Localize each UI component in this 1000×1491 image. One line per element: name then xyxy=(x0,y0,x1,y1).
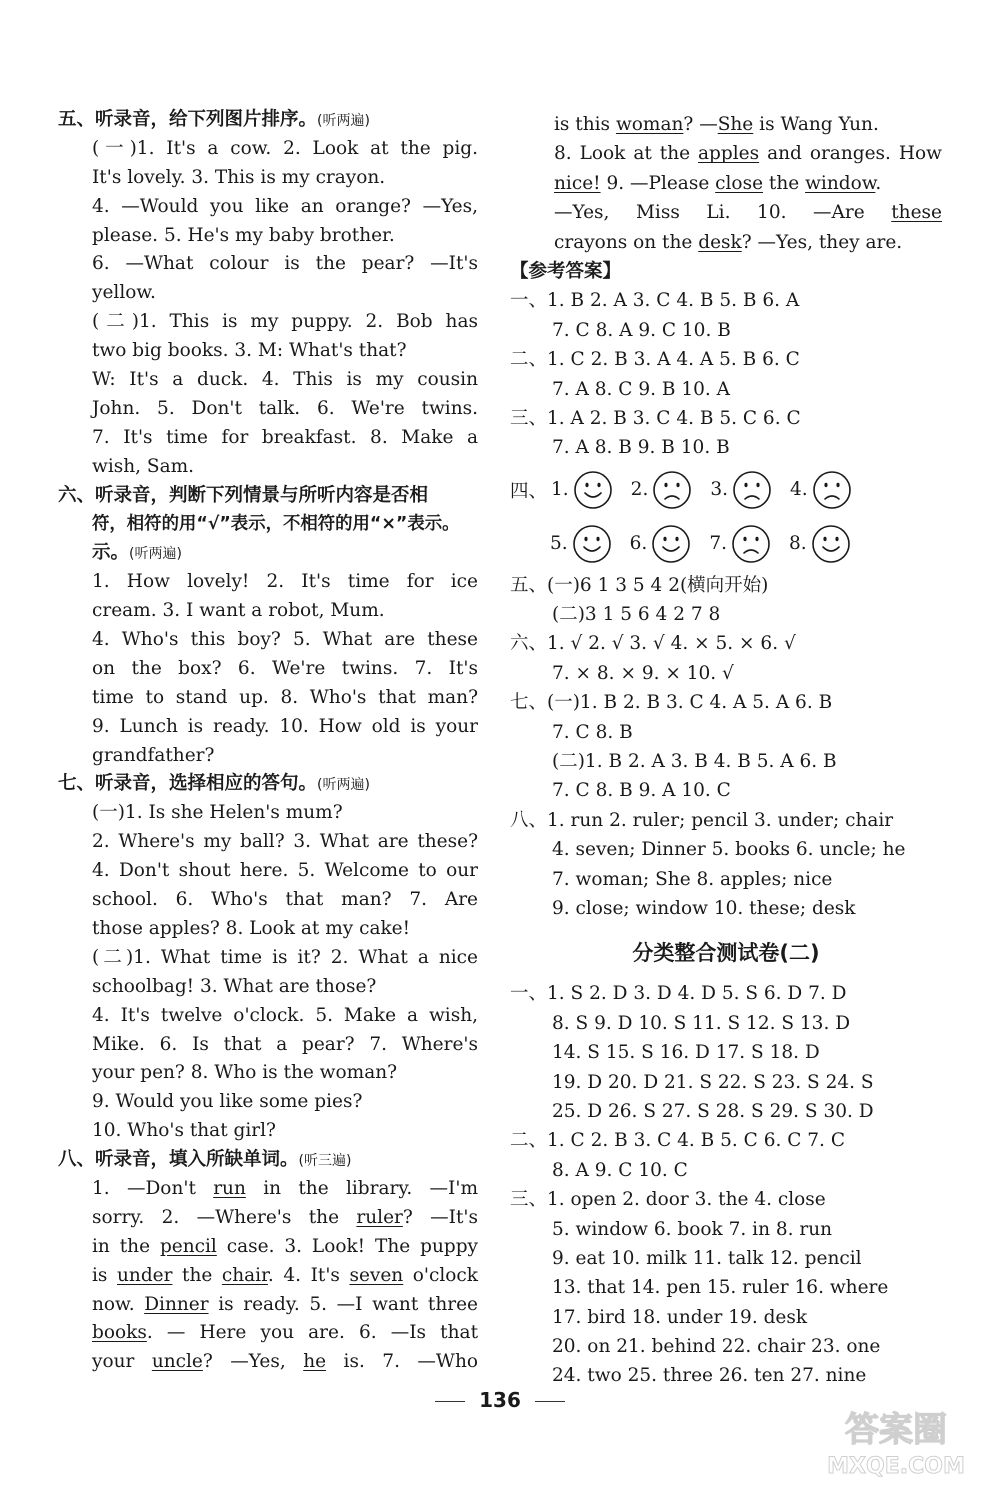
answer-line: 一、1. S 2. D 3. D 4. D 5. S 6. D 7. D xyxy=(510,983,847,1005)
face-answer-item xyxy=(789,524,863,564)
text-line: your pen? 8. Who is the woman? xyxy=(92,1062,398,1084)
answer-line: 14. S 15. S 16. D 17. S 18. D xyxy=(552,1042,820,1064)
answer-line: 17. bird 18. under 19. desk xyxy=(552,1306,808,1328)
text-line: (二)1. This is my puppy. 2. Bob has xyxy=(92,311,478,333)
answer-line: 五、(一)6 1 3 5 4 2(横向开始) xyxy=(510,574,769,596)
text-line: is this woman? —She is Wang Yun. xyxy=(554,114,879,135)
face-answer-number: 4. xyxy=(789,479,808,501)
answer-line: (二)3 1 5 6 4 2 7 8 xyxy=(552,604,721,626)
face-answer-item xyxy=(630,524,704,564)
left-column xyxy=(58,106,478,1377)
text-line: is under the chair. 4. It's seven o'clock xyxy=(92,1264,479,1286)
divider xyxy=(535,1401,565,1402)
text-line: (一)1. It's a cow. 2. Look at the pig. xyxy=(92,137,478,159)
text-line: John. 5. Don't talk. 6. We're twins. xyxy=(92,397,478,419)
answer-line: 7. C 8. B 9. A 10. C xyxy=(552,780,731,802)
blank-answer: ruler xyxy=(356,1206,403,1228)
text-line: sorry. 2. —Where's the ruler? —It's xyxy=(92,1206,478,1228)
text-line: 8. Look at the apples and oranges. How xyxy=(554,143,942,165)
answer-line: 一、1. B 2. A 3. C 4. B 5. B 6. A xyxy=(510,290,800,312)
text-line: —Yes, Miss Li. 10. —Are these xyxy=(554,202,942,224)
page-number: 136 xyxy=(0,1388,1000,1412)
face-answer-number: 5. xyxy=(550,533,568,555)
blank-answer: window xyxy=(805,172,876,194)
section-8-heading: 八、听录音，填入所缺单词。(听三遍) xyxy=(58,1149,352,1171)
text-line: school. 6. Who's that man? 7. Are xyxy=(92,889,478,911)
text-line: 4. Who's this boy? 5. What are these xyxy=(92,629,478,651)
section-6-heading: 六、听录音，判断下列情景与所听内容是否相 xyxy=(58,484,429,506)
blank-answer: nice! xyxy=(554,172,601,194)
text-line: 4. Don't shout here. 5. Welcome to our xyxy=(92,860,478,882)
divider xyxy=(435,1401,465,1402)
text-line: on the box? 6. We're twins. 7. It's xyxy=(92,657,478,679)
text-line: 10. Who's that girl? xyxy=(92,1120,276,1142)
watermark-url: MXQE.COM xyxy=(827,1454,965,1479)
text-line: your uncle? —Yes, he is. 7. —Who xyxy=(92,1351,478,1373)
answer-line: 8. S 9. D 10. S 11. S 12. S 13. D xyxy=(552,1012,851,1034)
face-answers-row-2 xyxy=(510,517,942,571)
answer-line: 7. woman; She 8. apples; nice xyxy=(552,868,833,890)
answer-label: 四、 xyxy=(510,480,548,502)
answer-line: 七、(一)1. B 2. B 3. C 4. A 5. A 6. B xyxy=(510,692,833,714)
text-line: time to stand up. 8. Who's that man? xyxy=(92,686,478,708)
blank-answer: She xyxy=(717,114,754,135)
section-5-heading: 五、听录音，给下列图片排序。(听两遍) xyxy=(58,109,370,130)
text-line: those apples? 8. Look at my cake! xyxy=(92,917,411,939)
blank-answer: Dinner xyxy=(144,1293,209,1315)
face-answer-number: 1. xyxy=(551,479,569,501)
face-answer-item xyxy=(790,470,864,510)
answer-line: 八、1. run 2. ruler; pencil 3. under; chair xyxy=(510,809,894,831)
sad-face-icon xyxy=(812,470,852,510)
text-line: yellow. xyxy=(92,282,156,304)
answer-line: 三、1. open 2. door 3. the 4. close xyxy=(510,1189,826,1211)
text-line: 4. —Would you like an orange? —Yes, xyxy=(92,195,478,217)
answer-line: 二、1. C 2. B 3. A 4. A 5. B 6. C xyxy=(510,349,800,371)
text-line: grandfather? xyxy=(92,744,215,766)
blank-answer: these xyxy=(891,202,942,224)
answer-line: 5. window 6. book 7. in 8. run xyxy=(552,1218,833,1240)
blank-answer: desk xyxy=(698,231,742,253)
text-line: in the pencil case. 3. Look! The puppy xyxy=(92,1235,479,1257)
text-line: 1. —Don't run in the library. —I'm xyxy=(92,1177,478,1199)
face-answer-number: 6. xyxy=(629,533,648,555)
face-answer-item xyxy=(551,470,625,510)
text-line: Mike. 6. Is that a pear? 7. Where's xyxy=(92,1033,478,1055)
answer-line: 4. seven; Dinner 5. books 6. uncle; he xyxy=(552,839,906,861)
section-7-heading: 七、听录音，选择相应的答句。(听两遍) xyxy=(58,773,370,795)
answer-line: (二)1. B 2. A 3. B 4. B 5. A 6. B xyxy=(552,751,837,773)
text-line: 9. Would you like some pies? xyxy=(92,1091,363,1113)
blank-answer: under xyxy=(116,1264,173,1286)
text-line: It's lovely. 3. This is my crayon. xyxy=(92,166,386,188)
answer-line: 7. C 8. B xyxy=(552,721,633,743)
face-answer-item xyxy=(550,524,624,564)
text-line: wish, Sam. xyxy=(92,455,195,477)
text-line: books. — Here you are. 6. —Is that xyxy=(92,1322,478,1344)
text-line: now. Dinner is ready. 5. —I want three xyxy=(92,1293,478,1315)
text-line: 7. It's time for breakfast. 8. Make a xyxy=(92,426,478,448)
right-column xyxy=(510,110,942,1391)
blank-answer: seven xyxy=(349,1264,404,1286)
section-title: 分类整合测试卷(二) xyxy=(632,941,820,966)
text-line: please. 5. He's my baby brother. xyxy=(92,224,395,246)
blank-answer: he xyxy=(303,1351,327,1373)
blank-answer: run xyxy=(213,1177,246,1199)
text-line: 4. It's twelve o'clock. 5. Make a wish, xyxy=(92,1004,478,1026)
face-answer-number: 8. xyxy=(788,533,807,555)
text-line: W: It's a duck. 4. This is my cousin xyxy=(92,369,478,391)
text-line: 9. Lunch is ready. 10. How old is your xyxy=(92,715,478,737)
text-line: nice! 9. —Please close the window. xyxy=(554,172,882,194)
answer-line: 三、1. A 2. B 3. C 4. B 5. C 6. C xyxy=(510,407,801,429)
answer-line: 8. A 9. C 10. C xyxy=(552,1159,688,1181)
text-line: (一)1. Is she Helen's mum? xyxy=(92,802,343,824)
watermark-text: 答案圈 xyxy=(845,1410,947,1450)
sad-face-icon xyxy=(731,524,771,564)
answer-line: 7. × 8. × 9. × 10. √ xyxy=(552,662,734,684)
answer-line: 9. close; window 10. these; desk xyxy=(552,897,856,919)
sad-face-icon xyxy=(732,470,772,510)
face-answer-number: 2. xyxy=(630,479,649,501)
text-line: 1. How lovely! 2. It's time for ice xyxy=(92,571,478,593)
answer-line: 7. A 8. C 9. B 10. A xyxy=(552,378,731,400)
answer-line: 7. A 8. B 9. B 10. B xyxy=(552,437,730,459)
section-6-heading-cont: 符，相符的用“√”表示，不相符的用“×”表示。 xyxy=(92,514,460,535)
blank-answer: apples xyxy=(698,143,760,165)
answer-line: 19. D 20. D 21. S 22. S 23. S 24. S xyxy=(552,1071,874,1093)
answer-line: 9. eat 10. milk 11. talk 12. pencil xyxy=(552,1247,862,1269)
answer-line: 二、1. C 2. B 3. C 4. B 5. C 6. C 7. C xyxy=(510,1130,845,1152)
smiley-face-icon xyxy=(811,524,851,564)
answer-line: 24. two 25. three 26. ten 27. nine xyxy=(552,1365,867,1387)
sad-face-icon xyxy=(652,470,692,510)
blank-answer: uncle xyxy=(151,1351,203,1373)
blank-answer: chair xyxy=(221,1264,268,1286)
text-line: 6. —What colour is the pear? —It's xyxy=(92,253,478,275)
text-line: 2. Where's my ball? 3. What are these? xyxy=(92,831,478,853)
watermark-logo xyxy=(806,1401,986,1481)
face-answer-item xyxy=(631,470,705,510)
blank-answer: books xyxy=(92,1322,147,1344)
text-line: cream. 3. I want a robot, Mum. xyxy=(92,600,385,622)
text-line: (二)1. What time is it? 2. What a nice xyxy=(92,946,478,968)
smiley-face-icon xyxy=(651,524,691,564)
answer-line: 20. on 21. behind 22. chair 23. one xyxy=(552,1336,881,1358)
text-line: crayons on the desk? —Yes, they are. xyxy=(554,231,903,253)
face-answer-number: 3. xyxy=(710,479,728,501)
answer-line: 13. that 14. pen 15. ruler 16. where xyxy=(552,1277,889,1299)
answer-line: 7. C 8. A 9. C 10. B xyxy=(552,319,731,341)
smiley-face-icon xyxy=(572,524,612,564)
blank-answer: pencil xyxy=(159,1235,217,1257)
face-answer-number: 7. xyxy=(709,533,727,555)
smiley-face-icon xyxy=(573,470,613,510)
face-answer-item xyxy=(709,524,783,564)
answer-line: 六、1. √ 2. √ 3. √ 4. × 5. × 6. √ xyxy=(510,633,796,655)
section-6-heading-cont: 示。(听两遍) xyxy=(92,542,182,564)
text-line: schoolbag! 3. What are those? xyxy=(92,975,377,997)
face-answer-item xyxy=(710,470,784,510)
answer-key-heading: 【参考答案】 xyxy=(510,260,622,282)
text-line: two big books. 3. M: What's that? xyxy=(92,340,407,362)
answer-line: 25. D 26. S 27. S 28. S 29. S 30. D xyxy=(552,1100,874,1122)
blank-answer: close xyxy=(715,172,764,194)
face-answers-row-1 xyxy=(510,463,942,517)
blank-answer: woman xyxy=(615,114,684,135)
